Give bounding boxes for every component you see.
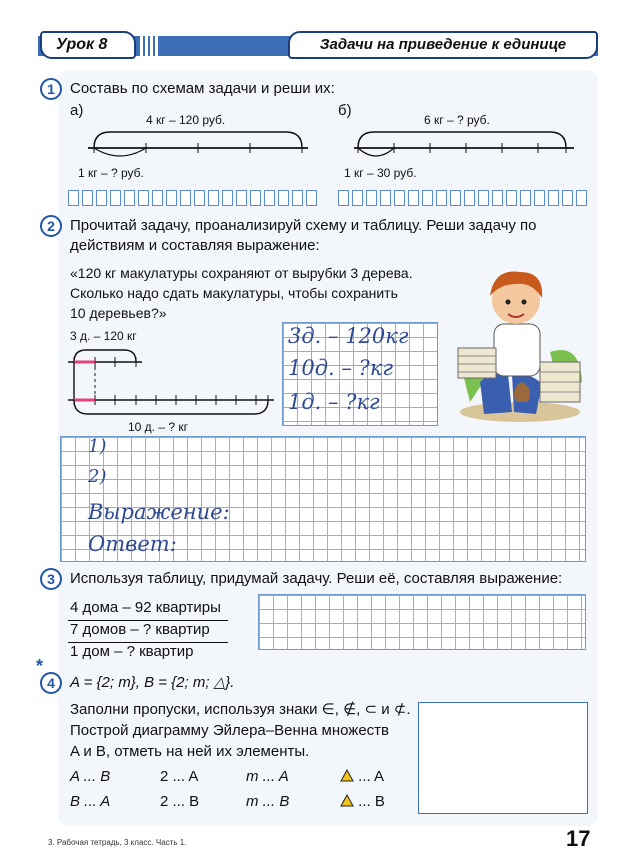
task-1b-label: б) [338, 102, 352, 119]
task-4-item-triangle-B[interactable] [340, 792, 385, 812]
task-3-rule-1 [68, 620, 228, 621]
topic-title: Задачи на приведение к единице [288, 31, 598, 59]
table-row-1: 3д. – 120кг [288, 324, 409, 348]
task-2-title-line2: действиям и составляя выражение: [70, 237, 320, 254]
task-4-line-2: Построй диаграмму Эйлера–Венна множеств [70, 722, 390, 739]
task-4-item-2-A[interactable]: 2 ... A [160, 768, 199, 785]
task-4-number: 4 [40, 672, 62, 694]
venn-diagram-box[interactable] [418, 702, 588, 814]
table-row-3: 1д. – ?кг [288, 390, 380, 414]
task-1a-label: а) [70, 102, 84, 119]
task-3-title: Используя таблицу, придумай задачу. Реши её, составляя выражение: [70, 570, 563, 587]
task-3-row-3: 1 дом – ? квартир [70, 643, 194, 660]
scheme-2-bottom-label: 10 д. – ? кг [128, 420, 188, 434]
task-2-title-line1: Прочитай задачу, проанализируй схему и таблицу. Реши задачу по [70, 217, 537, 234]
task-3-row-1: 4 дома – 92 квартиры [70, 599, 221, 616]
scheme-2-diagram [62, 338, 282, 418]
scheme-a-diagram [80, 124, 320, 164]
task-4-sets: A = {2; m}, B = {2; m; △}. [70, 674, 235, 691]
triangle-icon [340, 769, 354, 782]
triangle-icon [340, 794, 354, 807]
task-1-number: 1 [40, 78, 62, 100]
task-4-item-2-B[interactable]: 2 ... B [160, 793, 200, 810]
task-2-problem-line3: 10 деревьев?» [70, 305, 167, 321]
scheme-b-bottom-label: 1 кг – 30 руб. [344, 166, 417, 180]
task-4-star: * [36, 656, 44, 676]
answer-cells-b[interactable] [338, 190, 590, 206]
answer-step-2: 2) [88, 466, 107, 487]
table-row-2: 10д. – ?кг [288, 356, 393, 380]
scheme-2-top-label: 3 д. – 120 кг [70, 329, 137, 343]
scheme-b-top-label: 6 кг – ? руб. [424, 113, 490, 127]
answer-expression-label: Выражение: [88, 500, 230, 524]
scheme-a-top-label: 4 кг – 120 руб. [146, 113, 226, 127]
answer-step-1: 1) [88, 436, 107, 457]
footer-credits: 3. Рабочая тетрадь, 3 класс. Часть 1. [48, 838, 187, 847]
task-4-line-3: A и B, отметь на ней их элементы. [70, 743, 310, 760]
scheme-b-diagram [350, 124, 590, 164]
boy-with-paper-illustration [450, 262, 588, 424]
scheme-a-bottom-label: 1 кг – ? руб. [78, 166, 144, 180]
task-1-title: Составь по схемам задачи и реши их: [70, 80, 335, 97]
task-3-row-2: 7 домов – ? квартир [70, 621, 210, 638]
header-stripes [140, 36, 158, 56]
lesson-label: Урок 8 [40, 31, 136, 59]
task-4-item-B-A[interactable]: B ... A [70, 793, 111, 810]
page-number: 17 [566, 826, 591, 851]
task-2-number: 2 [40, 215, 62, 237]
task-4-item-A-B[interactable]: A ... B [70, 768, 111, 785]
task-4-item-triangle-A-text: ... A [358, 768, 385, 785]
task-3-number: 3 [40, 568, 62, 590]
task-2-problem-line2: Сколько надо сдать макулатуры, чтобы сохранить [70, 285, 398, 301]
task-4-item-m-A[interactable]: m ... A [246, 768, 289, 785]
task-3-answer-grid[interactable] [258, 594, 586, 650]
task-4-item-triangle-A[interactable] [340, 767, 384, 787]
task-4-line-1: Заполни пропуски, используя знаки ∈, ∉, ⊂ и ⊄. [70, 701, 411, 718]
task-4-item-m-B[interactable]: m ... B [246, 793, 290, 810]
answer-result-label: Ответ: [88, 532, 177, 556]
task-4-item-triangle-B-text: ... B [358, 793, 385, 810]
answer-cells-a[interactable] [68, 190, 320, 206]
task-2-problem-line1: «120 кг макулатуры сохраняют от вырубки 3 дерева. [70, 265, 413, 281]
